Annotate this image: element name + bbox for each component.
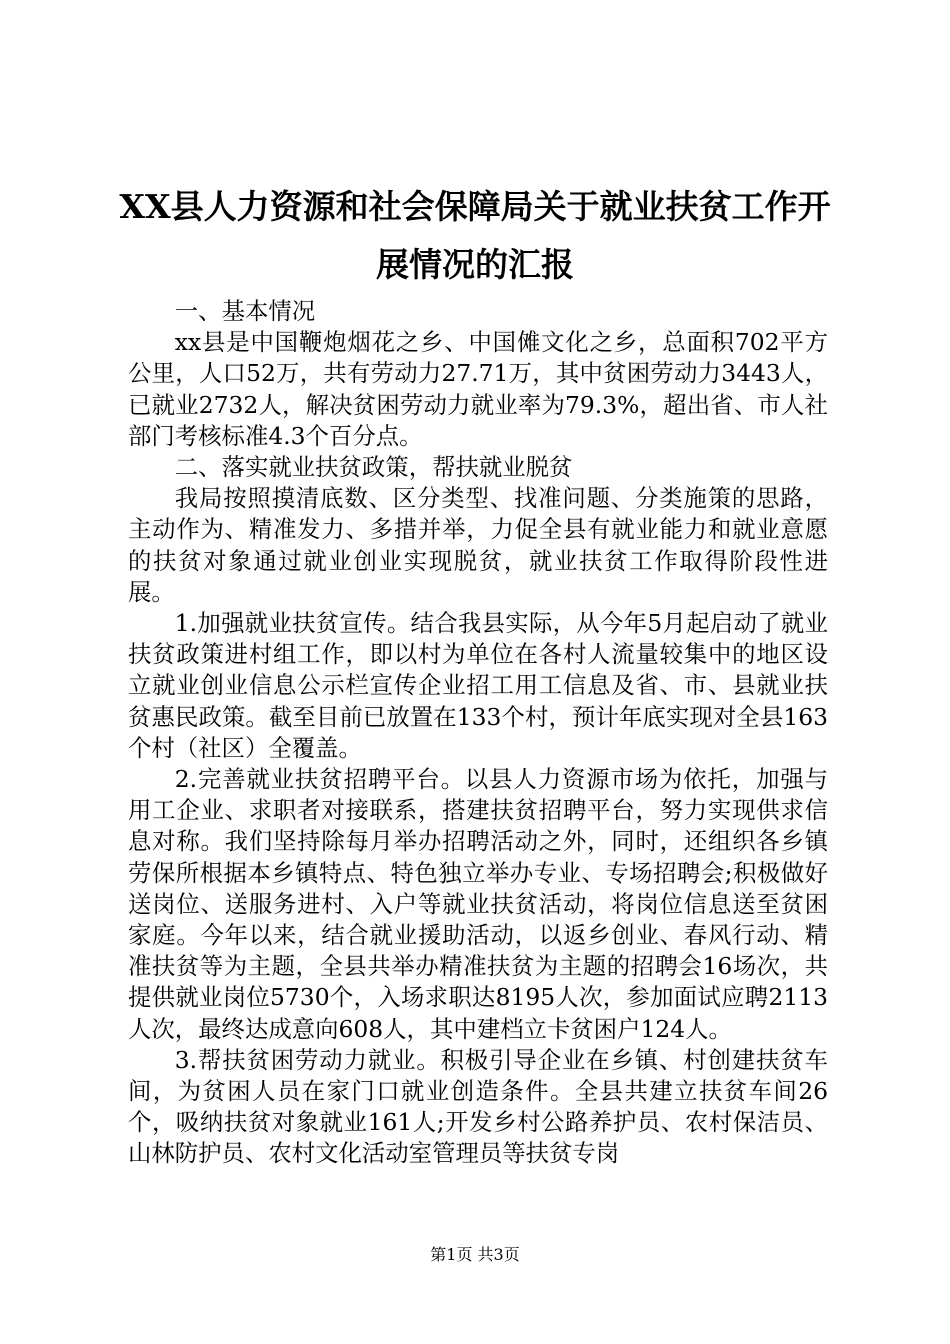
paragraph-item-2: 2.完善就业扶贫招聘平台。以县人力资源市场为依托，加强与用工企业、求职者对接联系，搭建扶贫招聘平台，努力实现供求信息对称。我们坚持除每月举办招聘活动之外，同时，还组织各乡镇劳保所根据本乡镇特点、特色独立举办专业、专场招聘会;积极做好送岗位、送服务进村、入户等就业扶贫活动，将岗位信息送至贫困家庭。今年以来，结合就业援助活动，以返乡创业、春风行动、精准扶贫等为主题，全县共举办精准扶贫为主题的招聘会16场次，共提供就业岗位5730个，入场求职达8195人次，参加面试应聘2113人次，最终达成意向608人，其中建档立卡贫困户124人。 — [128, 765, 828, 1043]
paragraph-item-1: 1.加强就业扶贫宣传。结合我县实际，从今年5月起启动了就业扶贫政策进村组工作，即以村为单位在各村人流量较集中的地区设立就业创业信息公示栏宣传企业招工用工信息及省、市、县就业扶贫惠民政策。截至目前已放置在133个村，预计年底实现对全县163个村（社区）全覆盖。 — [128, 609, 828, 762]
paragraph-approach: 我局按照摸清底数、区分类型、找准问题、分类施策的思路，主动作为、精准发力、多措并举，力促全县有就业能力和就业意愿的扶贫对象通过就业创业实现脱贫，就业扶贫工作取得阶段性进展。 — [128, 484, 828, 606]
paragraph-item-3: 3.帮扶贫困劳动力就业。积极引导企业在乡镇、村创建扶贫车间，为贫困人员在家门口就业创造条件。全县共建立扶贫车间26个，吸纳扶贫对象就业161人;开发乡村公路养护员、农村保洁员、山林防护员、农村文化活动室管理员等扶贫专岗 — [128, 1045, 828, 1168]
section-heading-basic: 一、基本情况 — [174, 297, 316, 325]
page-number-footer: 第1页 共3页 — [430, 1245, 520, 1264]
document-title: XX县人力资源和社会保障局关于就业扶贫工作开展情况的汇报 — [119, 187, 831, 284]
section-heading-policy: 二、落实就业扶贫政策，帮扶就业脱贫 — [174, 453, 573, 482]
paragraph-county-overview: xx县是中国鞭炮烟花之乡、中国傩文化之乡，总面积702平方公里，人口52万，共有劳动力27.71万，其中贫困劳动力3443人，已就业2732人，解决贫困劳动力就业率为79.3%，超出省、市人社部门考核标准4.3个百分点。 — [128, 328, 828, 450]
document-body — [128, 296, 828, 1170]
